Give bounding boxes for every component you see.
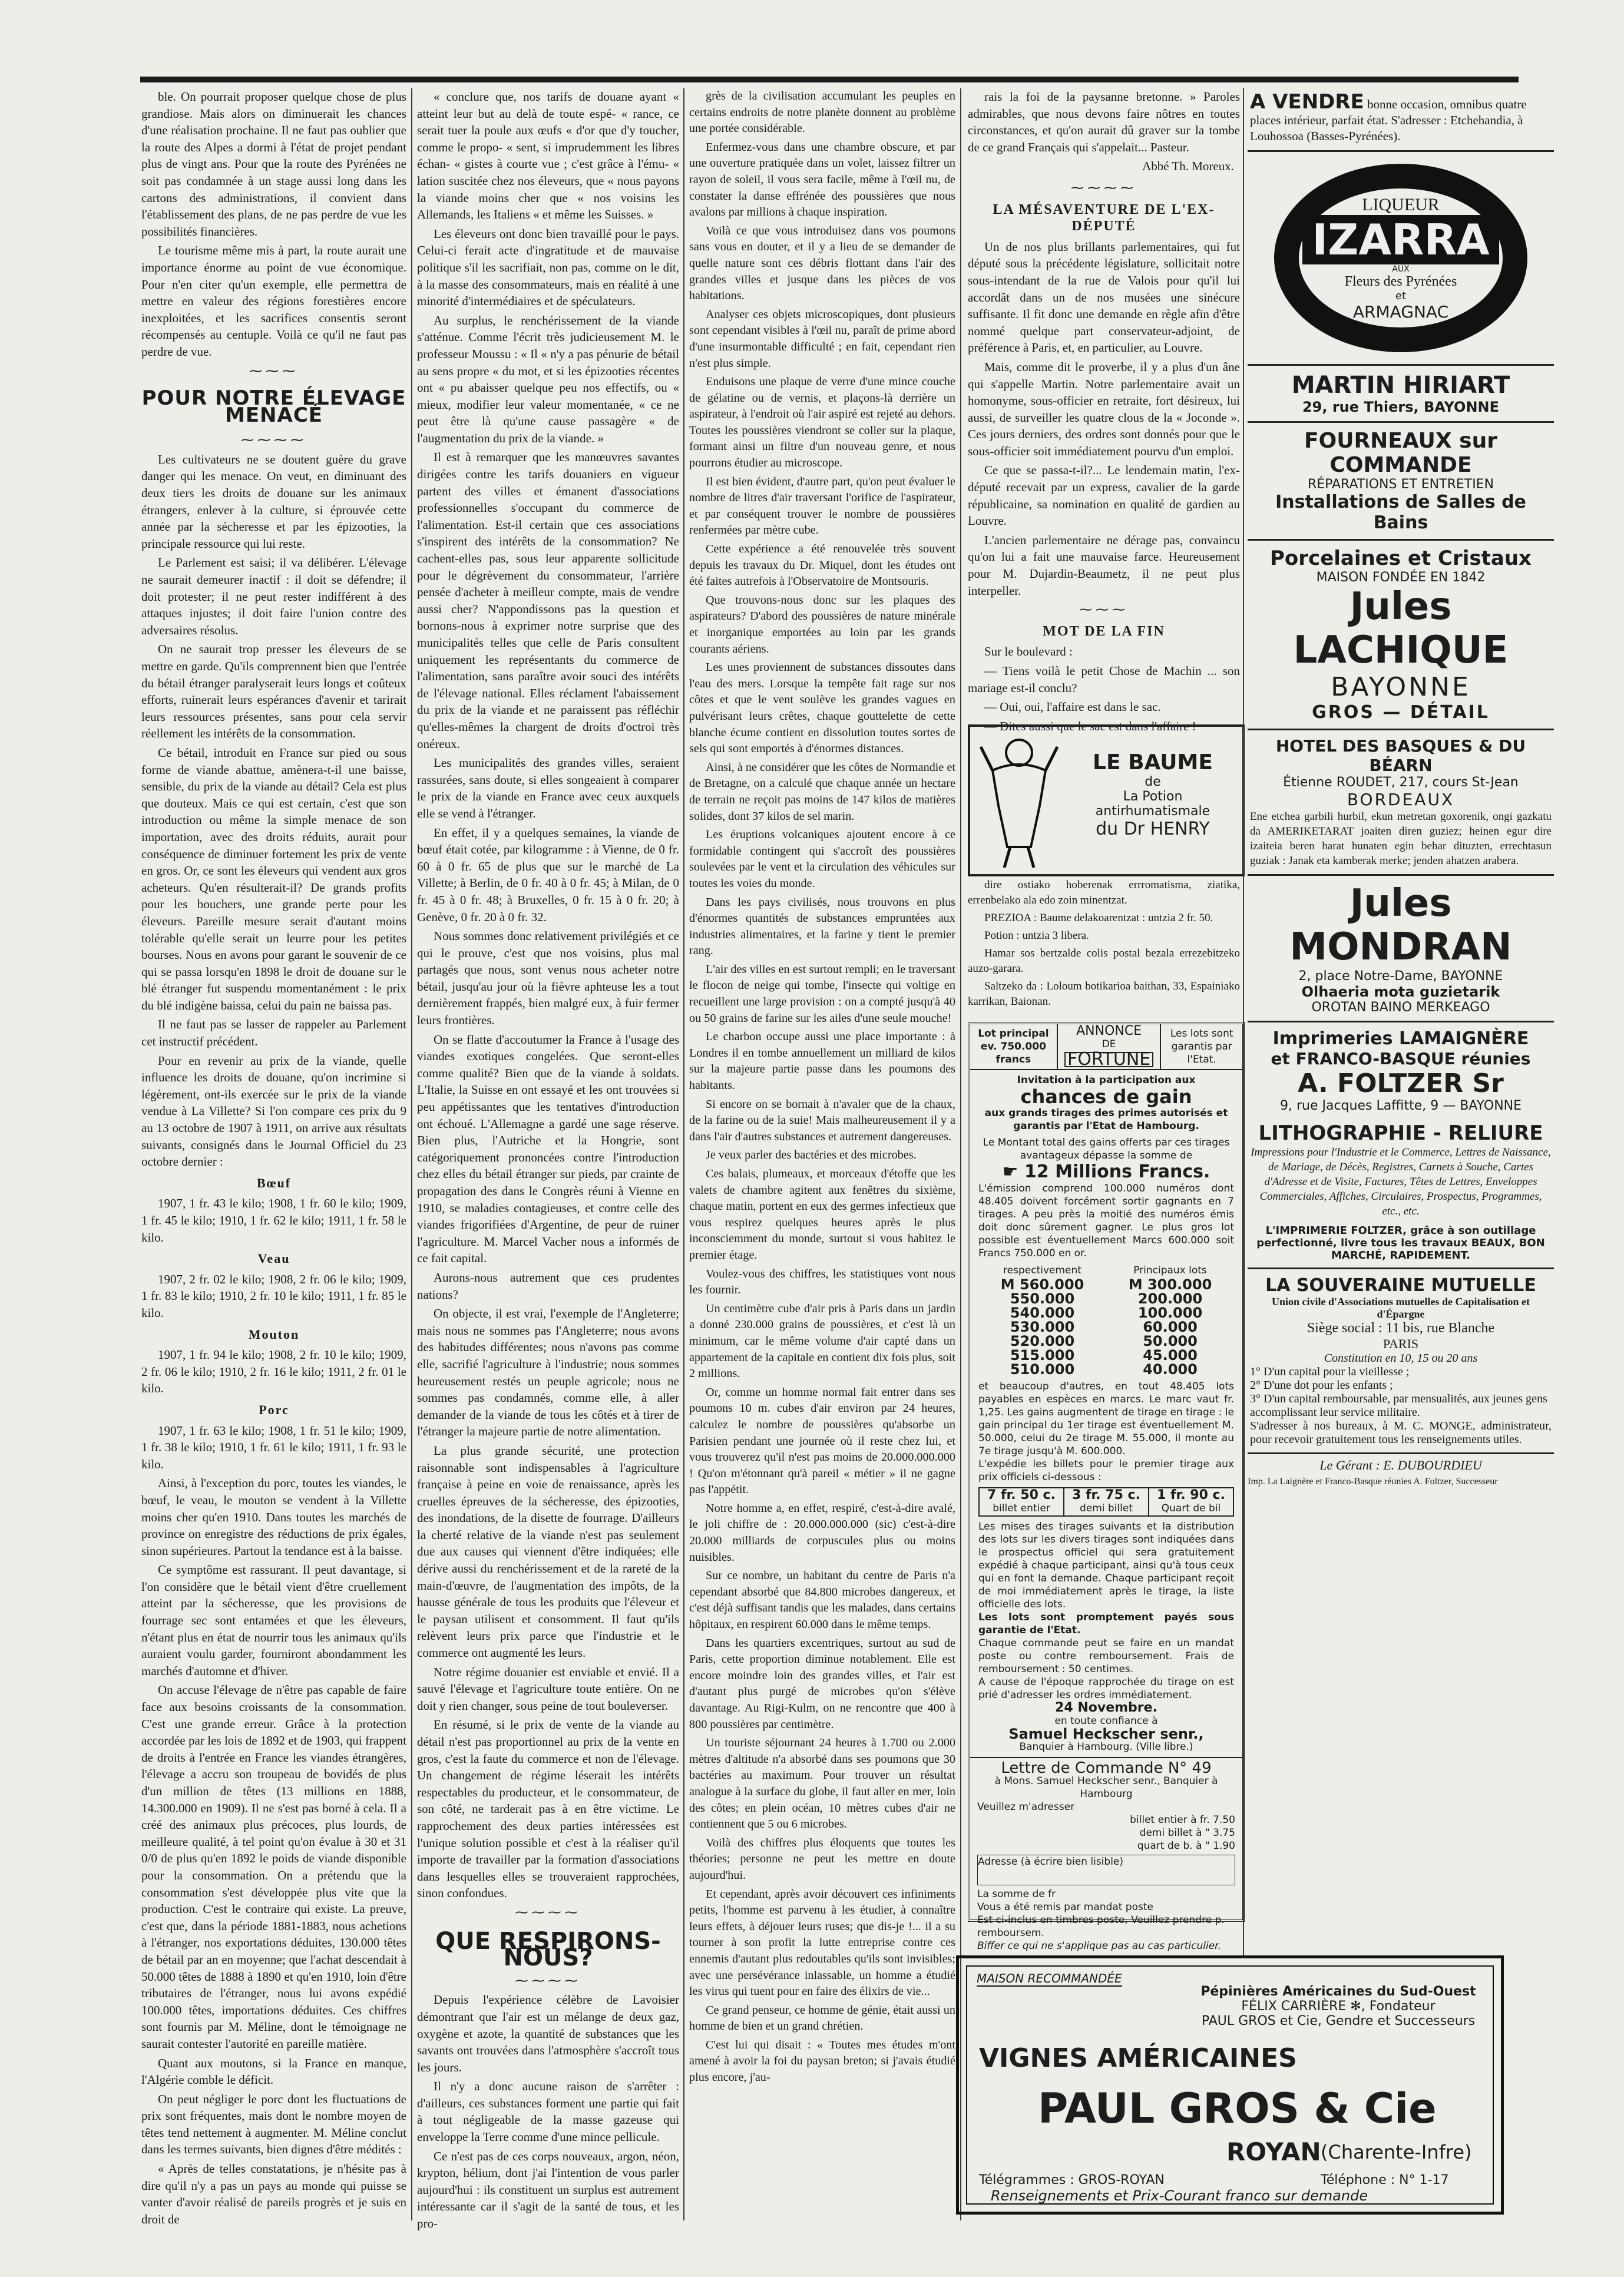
paragraph: Le Parlement est saisi; il va délibérer. L'élevage ne saurait demeurer inactif : il doit se défendre; il doit protester; il ne peut rester indifférent à des attaques injustes; il doit faire l'union contre des adversaires résolus. — [141, 555, 406, 637]
lot-right: 50.000 — [1143, 1333, 1198, 1349]
porcelaines: Porcelaines et Cristaux — [1270, 547, 1532, 570]
izarra-name: IZARRA — [1302, 215, 1499, 264]
paragraph: On objecte, il est vrai, l'exemple de l'Angleterre; mais nous ne sommes pas l'Angleterre; nous avons des habitudes différentes; nous n'avons pas comme elle, sacrifié l'agriculture à l'industrie; nous sommes heureusement restés un peuple agricole; nous ne sommes pas condamnés, comme elle, à aller demander de la viande de tous les côtés et à tirer de l'étranger la majeure partie de notre alimentation. — [417, 1306, 679, 1439]
paragraph: Voilà ce que vous introduisez dans vos poumons sans vous en douter, et il y a lieu de se demander de quelle nature sont ces débris flottant dans l'air des grandes villes et jusque dans les pièces de vos habitations. — [689, 224, 955, 303]
ornament: ⁓⁓⁓⁓ — [241, 432, 307, 448]
lachique-ad — [1248, 541, 1554, 730]
order-remit: Vous a été remis par mandat poste — [977, 1901, 1153, 1913]
paragraph: L'air des villes en est surtout rempli; en le traversant le flocon de neige qui tombe, l'insecte qui voltige en recueillent une large provision : on a compté jusqu'à 40 ou 50 grains de farine sur les ailes d'une seule mouche! — [689, 962, 955, 1025]
paragraph: On ne saurait trop presser les éleveurs de se mettre en garde. Qu'ils comprennent bien que l'entrée du bétail étranger paralyserait leurs longs et coûteux efforts, ruinerait leurs espérances d'avenir et tarirait leurs ressources présentes, sans pour cela servir réellement les intérêts de la consommation. — [141, 642, 406, 741]
mondran-olhaeria: Olhaeria mota guzietarik — [1301, 984, 1500, 1000]
price-label: Bœuf — [256, 1175, 292, 1190]
litho-text: Impressions pour l'Industrie et le Commerce, Lettres de Naissance, de Mariage, de Décès, Registres, Carnets à Souche, Cartes d'Adresse et de Visite, Factures, Têtes de Lettres, Enveloppes Commerciales, Affiches, Circulaires, Prospectus, Programmes, etc., etc. — [1251, 1146, 1551, 1217]
paragraph: Ce bétail, introduit en France sur pied ou sous forme de viande abattue, amènera-t-il une baisse, sensible, du prix de la viande au détail? Cela est plus que douteux. Mais ce qui est certain, c'est que son introduction ou même la simple menace de son importation, avec des droits réduits, aurait pour conséquence de diminuer fortement les prix de vente en gros. Or, ce sont les éleveurs qui vendent aux gros acheteurs. Qu'en résulterait-il? De grands profits pour les bouchers, une grande perte pour les éleveurs. Pareille mesure serait d'autant moins tolérable qu'elle serait un leurre pour les petites bourses. Nous en avons pour garant le souvenir de ce qui se passa lorsqu'en 1898 le droit de douane sur le blé étranger fut suspendu momentanément : le prix du blé indigène baissa, celui du pain ne baissa pas. — [141, 745, 406, 1012]
paragraph: Ce symptôme est rassurant. Il peut davantage, si l'on considère que le bétail vient d'être cruellement atteint par la sécheresse, que les provisions de fourrage sec sont entamées et que les éleveurs, n'étant plus en état de nourrir tous les animaux qu'ils auraient voulu garder, fourniront abondamment les marchés d'automne et d'hiver. — [141, 1563, 406, 1678]
paragraph: Cette expérience a été renouvelée très souvent depuis les travaux du Dr. Miquel, dont les études ont été faites autrefois à l'Observatoire de Montsouris. — [689, 542, 955, 588]
fortune-guarantee: Les lots sont garantis par l'Etat. — [1160, 1024, 1242, 1070]
ads-column — [1248, 88, 1554, 1487]
paragraph: ble. On pourrait proposer quelque chose de plus grandiose. Mais alors on diminuerait les chances d'une réalisation prochaine. Il ne faut pas oublier que la route des Alpes a dormi à l'état de projet pendant plus de vingt ans. Pour que la route des Pyrénées ne soit pas condamnée à un stage aussi long dans les cartons des administrations, il convient dans l'établissement des plans, de ne pas perdre de vue les possibilités financières. — [141, 90, 406, 239]
souveraine-ad — [1248, 1269, 1554, 1454]
fortune-title3: FORTUNE — [1064, 1052, 1154, 1067]
paragraph: Notre régime douanier est enviable et envié. Il a sauvé l'élevage et l'agriculture toute entière. On ne doit y rien changer, sous peine de tout bouleverser. — [417, 1664, 679, 1713]
paragraph: Il est à remarquer que les manœuvres savantes dirigées contre les tarifs douaniers en vigueur partent des villes et émanent d'associations professionnelles s'occupant du commerce de l'alimentation. Est-il certain que ces associations s'inspirent des intérêts de la consommation? Ne cachent-elles pas, sous leur apparente sollicitude pour le dégrèvement du consommateur, l'arrière pensée d'acheter à meilleur compte, mais de vendre aussi cher? N'appondissons pas la question et bornons-nous à exprimer notre surprise que des municipalités telles que celle de Paris consultent uniquement les représentants du commerce de l'alimentation, sans paraître avoir souci des intérêts de l'élevage national. Elles réclament l'abaissement du prix de la viande et ne paraissent pas réfléchir qu'elles-mêmes la chargent de droits d'octroi très onéreux. — [417, 450, 679, 751]
souveraine-paris: PARIS — [1382, 1336, 1419, 1351]
fortune-ad — [968, 1022, 1245, 1952]
ornament: ⁓⁓⁓ — [1079, 602, 1129, 617]
fortune-invite: Invitation à la participation aux — [1017, 1074, 1196, 1086]
paragraph: Il n'y a donc aucune raison de s'arrêter : d'ailleurs, ces substances forment une partie qui fait à tout négligeable de la masse gazeuse qui enveloppe la Terre comme d'une mince pellicule. — [417, 2079, 679, 2144]
imprimeries-2: et FRANCO-BASQUE réunies — [1271, 1049, 1531, 1068]
telephone: Téléphone : N° 1-17 — [1321, 2173, 1449, 2187]
souveraine-list-1: 1° D'un capital pour la vieillesse ; — [1250, 1365, 1410, 1378]
fortune-p2: L'émission comprend 100.000 numéros dont 48.405 doivent forcément sortir gagnants en 7 tirages. A peu près la moitié des numéros émis doit donc sûrement gagner. Le plus gros lot possible est éventuellement Marcs 600.000 soit Francs 750.000 en or. — [978, 1183, 1234, 1259]
paragraph: Si encore on se bornait à n'avaler que de la chaux, de la farine ou de la suie! Mais malheureusement il y a dans l'air d'autres substances et autrement dangereuses. — [689, 1097, 955, 1143]
paragraph: Voilà des chiffres plus éloquents que toutes les théories; personne ne peut les mettre en doute aujourd'hui. — [689, 1836, 955, 1882]
fortune-p8: A cause de l'époque rapprochée du tirage on est prié d'adresser les ordres immédiatement. — [978, 1676, 1234, 1701]
fourneaux-ad — [1248, 423, 1554, 541]
paragraph: Depuis l'expérience célèbre de Lavoisier démontrant que l'air est un mélange de deux gaz, oxygène et azote, la quantité de substances que les savants ont trouvées dans l'atmosphère s'accroît tous les jours. — [417, 1993, 679, 2074]
paragraph: Nous sommes donc relativement privilégiés et ce qui le prouve, c'est que nos voisins, plus mal partagés que nous, sont venus nous acheter notre bétail, jusqu'au jour où la fièvre aphteuse les a tout dernièrement frappés, bien malgré eux, à fuir fermer leurs frontières. — [417, 929, 679, 1028]
izarra-armagnac: ARMAGNAC — [1352, 302, 1449, 322]
column-rule — [683, 88, 684, 2220]
price-label: demi billet — [1079, 1502, 1133, 1514]
paragraph: — Dites aussi que le sac est dans l'affaire ! — [984, 719, 1196, 733]
column-1 — [141, 88, 406, 2226]
lot-left: 515.000 — [1010, 1347, 1075, 1363]
lot-right: 200.000 — [1137, 1290, 1203, 1307]
maison-recommandee: MAISON RECOMMANDÉE — [977, 1971, 1122, 1985]
hiriart-ad — [1248, 366, 1554, 423]
vendre-title: A VENDRE — [1250, 90, 1364, 114]
paragraph: Ainsi, à l'exception du porc, toutes les viandes, le bœuf, le veau, le mouton se vendent à la Villette moins cher qu'en 1910. Dans toutes les marchés de province on enregistre des réductions de prix égales, sinon supérieures. Partout la tendance est à la baisse. — [141, 1476, 406, 1558]
baume-text — [968, 878, 1240, 1019]
paragraph: Les cultivateurs ne se doutent guère du grave danger qui les menace. On veut, en diminuant des deux tiers les droits de douane sur les animaux étrangers, enlever à la culture, si éprouvée cette année par la sécheresse et par les épizooties, la principale ressource qui lui reste. — [141, 452, 406, 551]
paragraph: On se flatte d'accoutumer la France à l'usage des viandes exotiques congelées. Que seront-elles comme qualité? Bien que de la viande à soldats. L'Italie, la Suisse en ont essayé et les ont trouvées si peu appétissantes que les tentatives d'introduction ont échoué. L'Allemagne a gardé une sage réserve. Bien plus, l'Autriche et la Hongrie, sont catégoriquement prononcées contre l'introduction chez elles du bétail étranger sur pieds, par crainte de propagation des dans le Congrès réuni à Vienne en 1910, se maladies contagieuses, et contre celle des viandes frigorifiées d'Argentine, de peur de ruiner l'agriculture. M. Marcel Vacher nous a informés de ce fait capital. — [417, 1032, 679, 1266]
lot-right: 45.000 — [1143, 1347, 1198, 1363]
paragraph: Enduisons une plaque de verre d'une mince couche de gélatine ou de vernis, et plaçons-là derrière un aspirateur, à l'endroit où l'air aspiré est rejeté au dehors. Toutes les poussières viendront se coller sur la plaque, formant ainsi un filtre d'un nouveau genre, et nous pourrons étudier au microscope. — [689, 375, 955, 470]
order-address: à Mons. Samuel Heckscher senr., Banquier à Hambourg — [994, 1775, 1218, 1800]
souveraine-list-2: 2° D'une dot pour les enfants ; — [1250, 1379, 1393, 1392]
baume-potion: La Potion antirhumatismale — [1095, 789, 1210, 819]
ornament: ⁓⁓⁓⁓ — [515, 1972, 581, 1988]
paragraph: Or, comme un homme normal fait entrer dans ses poumons 10 m. cubes d'air environ par 24 heures, calculez le nombre de poussières qu'absorbe un Parisien pendant une journée où il reste chez lui, et vous trouverez qu'il n'est pas moins de 20.000.000.000 ! Qu'on m'étonnant qu'à pareil « métier » il ne gagne pas l'appétit. — [689, 1385, 955, 1497]
paragraph: Hamar sos bertzalde colis postal bezala errezebitzeko auzo-garara. — [968, 947, 1240, 975]
paragraph: Les éruptions volcaniques ajoutent encore à ce formidable contingent qui s'accroît des poussières soulevées par le vent et la circulation des véhicules sur toutes les voies du monde. — [689, 828, 955, 890]
paragraph: Le charbon occupe aussi une place importante : à Londres il en tombe annuellement un milliard de kilos sur la majeure partie passe dans les poumons des habitants. — [689, 1030, 955, 1093]
fortune-title1: ANNONCE — [1076, 1024, 1142, 1038]
paragraph: Dans les pays civilisés, nous trouvons en plus d'énormes quantités de substances empruntées aux industries alimentaires, et la farine y tient le premier rang. — [689, 895, 955, 958]
paragraph: Sur le boulevard : — [984, 644, 1073, 659]
maison-fondee: MAISON FONDÉE EN 1842 — [1316, 570, 1486, 585]
mondran-orotan: OROTAN BAINO MERKEAGO — [1311, 1000, 1490, 1015]
lot-left: 530.000 — [1010, 1319, 1075, 1335]
mondran-ad — [1248, 876, 1554, 1022]
fourneaux-repair: RÉPARATIONS ET ENTRETIEN — [1307, 477, 1494, 492]
article-title: LA MÉSAVENTURE DE L'EX-DÉPUTÉ — [993, 201, 1215, 234]
lot-row — [978, 1306, 1234, 1320]
price-label: billet entier — [993, 1502, 1050, 1514]
lot-row — [978, 1348, 1234, 1362]
price-demi-billet: 3 fr. 75 c. — [1072, 1488, 1140, 1502]
paragraph: La plus grande sécurité, une protection raisonnable sont indispensables à l'agriculture française à peine en voie de renaissance, après les cruelles épreuves de la sécheresse, des épizooties, des inondations, de la disette de fourrage. D'ailleurs la cherté relative de la viande n'est pas seulement due aux causes qui viennent d'être indiquées; elle dérive aussi du renchérissement et de la rareté de la main-d'œuvre, de l'augmentation des impôts, de la hausse générale de tous les produits que l'éleveur et le paysan utilisent et consomment. Il faut qu'ils relèvent leurs prix parce que l'industrie et le commerce ont augmenté les leurs. — [417, 1443, 679, 1660]
fortune-millions: 12 Millions Francs. — [1024, 1161, 1210, 1182]
hotel-ad — [1248, 730, 1554, 876]
vendre-text: bonne occasion, omnibus quatre places intérieur, parfait état. S'adresser : Etchehandia, à Louhossoa (Basses-Pyrénées). — [1250, 97, 1527, 143]
amount-field[interactable]: La somme de fr — [977, 1888, 1056, 1900]
izarra-liqueur: LIQUEUR — [1362, 194, 1440, 214]
imprimeries: Imprimeries LAMAIGNÈRE — [1272, 1028, 1529, 1049]
column-rule — [411, 88, 412, 2220]
royan: ROYAN — [1226, 2137, 1321, 2166]
fortune-p6: Les lots sont promptement payés sous garantie de l'Etat. — [978, 1611, 1234, 1636]
price-line: 1907, 1 fr. 63 le kilo; 1908, 1 fr. 51 le kilo; 1909, 1 fr. 38 le kilo; 1910, 1 fr. 61 le kilo; 1911, 1 fr. 93 le kilo. — [141, 1423, 406, 1471]
lot-row — [978, 1277, 1234, 1292]
fortune-p3: et beaucoup d'autres, en tout 48.405 lots payables en espèces en marcs. Le marc vaut fr. 1,25. Les gains augmentent de tirage en tirage : le gain principal du 1er tirage est éventuellement M. 50.000, celui du 2e tirage M. 55.000, il monte au 7e tirage jusqu'à M. 600.000. — [978, 1381, 1234, 1457]
order-biffer: Biffer ce qui ne s'applique pas au cas particulier. — [977, 1940, 1221, 1952]
lot-left: 520.000 — [1010, 1333, 1075, 1349]
order-line: demi billet à " 3.75 — [1139, 1827, 1235, 1839]
foltzer-address: 9, rue Jacques Laffitte, 9 — BAYONNE — [1279, 1098, 1522, 1113]
order-form[interactable] — [970, 1757, 1242, 1956]
paragraph: L'ancien parlementaire ne dérage pas, convaincu qu'on lui a fait une mauvaise farce. Heureusement pour M. Dujardin-Beaumetz, il ne peut plus interpeller. — [968, 532, 1240, 598]
paragraph: Dans les quartiers excentriques, surtout au sud de Paris, cette proportion diminue notablement. Elle est encore moindre loin des grandes villes, et l'air est d'autant plus purgé de microbes qu'on s'élève davantage. Au Rigi-Kulm, on ne rencontre que 400 à 800 poussières par centimètre. — [689, 1636, 955, 1731]
top-rule — [140, 77, 1519, 82]
paragraph: rais la foi de la paysanne bretonne. » Paroles admirables, que nous devons faire nôtres en toutes circonstances, et qu'on aurait dû graver sur la tombe de ce grand Français qui s'appelait... Pasteur. — [968, 90, 1240, 154]
price-label: Mouton — [248, 1326, 300, 1342]
paragraph: Un centimètre cube d'air pris à Paris dans un jardin a donné 230.000 grains de poussières, et c'est là un minimum, car le même volume d'air capté dans un appartement de la capitale en contient dix fois plus, soit 2 millions. — [689, 1302, 955, 1381]
gerant: Le Gérant : E. DUBOURDIEU — [1319, 1458, 1482, 1472]
izarra-aux: AUX — [1392, 264, 1410, 274]
paragraph: Ces balais, plumeaux, et morceaux d'étoffe que les valets de chambre agitent aux fenêtres du sixième, chaque matin, portent en eux des germes infectieux que vous respirez quelques heures après le plus inconsciemment du monde, surtout si vous habitez le premier étage. — [689, 1167, 955, 1262]
paragraph: Ainsi, à ne considérer que les côtes de Normandie et de Bretagne, on a calculé que chaque année un hectare de terrain ne reçoit pas moins de 147 kilos de matières solides, dont 37 kilos de sel marin. — [689, 760, 955, 823]
souveraine-constitution: Constitution en 10, 15 ou 20 ans — [1324, 1352, 1478, 1365]
lot-right: 100.000 — [1137, 1305, 1203, 1321]
fortune-p1: Le Montant total des gains offerts par ces tirages avantageux dépasse la somme de — [983, 1137, 1230, 1161]
paragraph: Je veux parler des bactéries et des microbes. — [706, 1149, 917, 1162]
renseignements: Renseignements et Prix-Courant franco sur demande — [991, 2187, 1368, 2204]
foltzer-name: A. FOLTZER Sr — [1298, 1068, 1504, 1098]
paul-gros: PAUL GROS & Cie — [1038, 2084, 1437, 2133]
fortune-date: 24 Novembre. — [1055, 1700, 1157, 1715]
baume-ad — [968, 724, 1245, 876]
article-title: POUR NOTRE ÉLEVAGE MENACÉ — [141, 386, 406, 427]
fortune-col-left: respectivement — [1003, 1265, 1081, 1276]
hotel-name: HOTEL DES BASQUES & DU BÉARN — [1275, 736, 1526, 775]
fortune-sub: aux grands tirages des primes autorisés et garantis par l'Etat de Hambourg. — [984, 1107, 1228, 1132]
column-4 — [968, 88, 1240, 733]
izarra-logo — [1274, 164, 1527, 352]
imprint: Imp. La Laignère et Franco-Basque réunies A. Foltzer, Successeur — [1248, 1477, 1498, 1487]
column-rule — [960, 88, 961, 2220]
foltzer-ad — [1248, 1022, 1554, 1269]
paragraph: Quant aux moutons, si la France en manque, l'Algérie comble le déficit. — [141, 2056, 406, 2087]
souveraine-title: LA SOUVERAINE MUTUELLE — [1265, 1275, 1536, 1296]
rheumatic-figure-illustration — [975, 729, 1063, 871]
paragraph: Pour en revenir au prix de la viande, quelle influence les droits de douane, qu'on incrimine si légèrement, ont-ils exercée sur le prix de la viande vendue à La Villette? Si l'on compare ces prix du 9 au 13 octobre de 1907 à 1911, on arrive aux résultats suivants, consignés dans le Journal Officiel du 23 octobre dernier : — [141, 1053, 406, 1169]
paragraph: Les municipalités des grandes villes, seraient rassurées, sans doute, si elles songeaient à comparer le prix de la viande en France avec ceux auxquels elle se vend à l'étranger. — [417, 756, 679, 820]
paragraph: Potion : untzia 3 libera. — [984, 929, 1089, 942]
litho-title: LITHOGRAPHIE - RELIURE — [1258, 1121, 1543, 1145]
baume-title: LE BAUME — [1093, 750, 1213, 775]
paragraph: — Tiens voilà le petit Chose de Machin ... son mariage est-il conclu? — [968, 664, 1240, 695]
lot-left: 550.000 — [1010, 1290, 1075, 1307]
hotel-city: BORDEAUX — [1347, 790, 1455, 809]
price-line: 1907, 1 fr. 43 le kilo; 1908, 1 fr. 60 le kilo; 1909, 1 fr. 45 le kilo; 1910, 1 fr. 62 le kilo; 1911, 1 fr. 58 le kilo. — [141, 1196, 406, 1245]
souveraine-text: S'adresser à nos bureaux, à M. C. MONGE, administrateur, pour recevoir gratuitement tous les renseignements utiles. — [1250, 1419, 1552, 1446]
lot-left: 510.000 — [1010, 1361, 1075, 1378]
ornament: ⁓⁓⁓⁓ — [1071, 180, 1137, 195]
paragraph: « Après de telles constatations, je n'hésite pas à dire qu'il n'y a pas un pays au monde qui puisse se vanter d'avoir réalisé de pareils progrès et je suis en droit de — [141, 2162, 406, 2226]
souveraine-union: Union civile d'Associations mutuelles de Capitalisation et d'Épargne — [1271, 1296, 1530, 1320]
signature: Abbé Th. Moreux. — [1142, 159, 1234, 174]
paragraph: Un de nos plus brillants parlementaires, qui fut député sous la précédente législature, sollicitait notre sous-intendant de la rue de Valois pour qu'il lui accordât dans un de nos musées une sinécure suffisante. Il fit donc une demande en règle afin d'être nommé quelque part conservateur-adjoint, de préférence à Paris, et, en particulier, au Louvre. — [968, 239, 1240, 355]
fortune-p5: Les mises des tirages suivants et la distribution des lots sur les divers tirages sont indiquées dans le prospectus officiel qui sera gratuitement expédié à chaque participant, ainsi qu'à tous ceux qui en font la demande. Chaque participant reçoit de moi immédiatement après le tirage, la liste officielle des lots. — [978, 1521, 1234, 1610]
baume-de: de — [1145, 775, 1161, 789]
fortune-banker: Samuel Heckscher senr., — [1008, 1726, 1204, 1742]
fourneaux-salles: Installations de Salles de Bains — [1275, 492, 1526, 533]
vendre-ad — [1248, 88, 1554, 152]
paragraph: Saltzeko da : Loloum botikarioa baithan, 33, Espainiako karrikan, Baionan. — [968, 980, 1240, 1008]
fortune-lot: Lot principal ev. 750.000 francs — [970, 1024, 1057, 1070]
paragraph: Et cependant, après avoir découvert ces infiniments petits, l'homme est parvenu à les étudier, à connaître leurs effets, à déjouer leurs ruses; que dis-je !... il a su tourner à son profit la lutte entreprise contre ces ennemis d'autant plus redoutables qu'ils sont invisibles; avec une persévérance inlassable, un homme a étudié les virus qui tuent pour en faire des élixirs de vie... — [689, 1887, 955, 1998]
address-field[interactable]: Adresse (à écrire bien lisible) — [977, 1855, 1235, 1885]
paragraph: Ce que se passa-t-il?... Le lendemain matin, l'ex-député recevait par un express, cavalier de la garde républicaine, sa nomination en qualité de gardien au Louvre. — [968, 463, 1240, 528]
lot-row — [978, 1334, 1234, 1348]
fortune-p7: Chaque commande peut se faire en un mandat poste ou contre remboursement. Frais de remboursement : 50 centimes. — [978, 1637, 1234, 1675]
souveraine-siege: Siège social : 11 bis, rue Blanche — [1307, 1320, 1495, 1336]
paragraph: Les unes proviennent de substances dissoutes dans l'eau des mers. Lorsque la tempête fait rage sur nos côtes et que le vent soulève les grandes vagues en pulvérisant leurs crêtes, chaque gouttelette de cette blanche écume contient en dissolution toutes sortes de sels qui sont emportés à d'énormes distances. — [689, 661, 955, 756]
mondran-address: 2, place Notre-Dame, BAYONNE — [1298, 969, 1503, 984]
fortune-title2: DE — [1102, 1038, 1116, 1050]
paragraph: C'est lui qui disait : « Toutes mes études m'ont amené à avoir la foi du paysan breton; si j'avais étudié plus encore, j'au- — [689, 2038, 955, 2084]
paragraph: En effet, il y a quelques semaines, la viande de bœuf était cotée, par kilogramme : à Vienne, de 0 fr. 60 à 0 fr. 65 de plus que sur le marché de La Villette; à Berlin, de 0 fr. 40 à 0 fr. 45; à Milan, de 0 fr. 45 à 0 fr. 48; à Bruxelles, 0 fr. 15 à 0 fr. 20; à Genève, 0 fr. 20 à 0 fr. 32. — [417, 825, 679, 924]
order-line: Veuillez m'adresser — [977, 1801, 1075, 1813]
fortune-col-right: Principaux lots — [1133, 1265, 1207, 1276]
paragraph: En résumé, si le prix de vente de la viande au détail n'est pas proportionnel au prix de la vente en gros, c'est la faute du commerce et non de l'élevage. Un changement de régime léserait les intérêts respectables du producteur, et le consommateur, de son côté, ne tarderait pas à en être victime. Le rapprochement des deux parties intéressées est l'unique solution possible et c'est à la réaliser qu'il importe de travailler par la formation d'associations dans lesquelles elles se trouveraient rapprochées, sinon confondues. — [417, 1717, 679, 1901]
price-label: Porc — [259, 1402, 289, 1417]
paragraph: Analyser ces objets microscopiques, dont plusieurs sont cependant visibles à l'œil nu, paraît de prime abord d'une insurmontable difficulté ; en fait, cependant rien n'est plus simple. — [689, 307, 955, 370]
price-label: Veau — [257, 1251, 290, 1266]
price-billet-entier: 7 fr. 50 c. — [987, 1488, 1056, 1502]
paragraph: Sur ce nombre, un habitant du centre de Paris n'a cependant absorbé que 84.800 microbes dangereux, et c'est déjà suffisant tandis que les malades, dans certains hôpitaux, en respirent 60.000 dans le même temps. — [689, 1569, 955, 1631]
paragraph: PREZIOA : Baume delakoarentzat : untzia 2 fr. 50. — [984, 912, 1213, 924]
lachique-name: Jules LACHIQUE — [1293, 585, 1509, 672]
gros-ad — [956, 1955, 1504, 2215]
telegrammes: Télégrammes : GROS-ROYAN — [979, 2173, 1165, 2187]
ornament: ⁓⁓⁓⁓ — [515, 1904, 581, 1919]
hiriart-name: MARTIN HIRIART — [1291, 372, 1510, 399]
paragraph: Il est bien évident, d'autre part, qu'on peut évaluer le nombre de litres d'air traversant l'orifice de l'aspirateur, et par conséquent trouver le nombre de poussières renfermées par mètre cube. — [689, 475, 955, 537]
price-quart-billet: 1 fr. 90 c. — [1157, 1488, 1225, 1502]
paragraph: Au surplus, le renchérissement de la viande s'atténue. Comme l'écrit très judicieusement M. le professeur Moussu : « Il « n'y a pas pénurie de bétail au sens propre « du mot, et si les épizooties récentes ont « pu abaisser quelque peu nos effectifs, ou « mieux, modifier leur valeur momentanée, « ce ne peut être là qu'une cause passagère « de l'augmentation du prix de la viande. » — [417, 313, 679, 445]
paragraph: — Oui, oui, l'affaire est dans le sac. — [984, 700, 1161, 714]
paragraph: Les éleveurs ont donc bien travaillé pour le pays. Celui-ci ferait acte d'ingratitude et de mauvaise politique s'il les sacrifiait, non pas, comme on le dit, à la masse des consommateurs, mais en réalité à une minorité d'intermédiaires et de spéculateurs. — [417, 226, 679, 309]
lot-left: M 560.000 — [1000, 1276, 1084, 1293]
paragraph: On accuse l'élevage de n'être pas capable de faire face aux besoins croissants de la consommation. C'est une grande erreur. Grâce à la protection accordée par les lois de 1892 et de 1903, qui frappent de droits à l'entrée en France les viandes étrangères, l'élevage a accru son troupeau de bovidés de plus d'un million de têtes (13 millions en 1888, 14.300.000 en 1909). Il ne s'est pas borné à cela. Il a créé des animaux plus précoces, plus lourds, de meilleure qualité, à tel point qu'on évalue à 30 et 31 0/0 de plus qu'en 1892 le poids de viande disponible pour la consommation. On a prétendu que la consommation s'est développée plus vite que la production. C'est le contraire qui existe. La preuve, c'est que, dans la période 1881-1883, nous achetions à l'étranger, nos exportations déduites, 130.000 têtes de bétail par an en moyenne; que l'achat descendait à 50.000 têtes de 1888 à 1890 et qu'en 1910, loin d'être tributaires de l'étranger, nous lui avons expédié 100.000 têtes, importations déduites. Ces chiffres sont fournis par M. Méline, dont le témoignage ne saurait contester l'autorité en pareille matière. — [141, 1683, 406, 2051]
article-title: QUE RESPIRONS-NOUS? — [435, 1927, 661, 1972]
lot-right: M 300.000 — [1128, 1276, 1212, 1293]
column-2 — [417, 88, 679, 2231]
order-line: quart de b. à " 1.90 — [1137, 1840, 1235, 1852]
paragraph: Il ne faut pas se lasser de rappeler au Parlement cet instructif précédent. — [141, 1017, 406, 1049]
charente: (Charente-Infre) — [1321, 2141, 1472, 2163]
article-title: MOT DE LA FIN — [1043, 623, 1165, 639]
paragraph: grès de la civilisation accumulant les peuples en certains endroits de notre planète donnent au problème une portée considérable. — [689, 90, 955, 135]
hotel-owner: Étienne ROUDET, 217, cours St-Jean — [1283, 775, 1519, 790]
izarra-ad — [1248, 152, 1554, 366]
gros-ad-inner — [966, 1965, 1494, 2205]
izarra-fleurs: Fleurs des Pyrénées — [1344, 273, 1457, 289]
column-3 — [689, 88, 955, 2220]
paragraph: Le tourisme même mis à part, la route aurait une importance énorme au point de vue économique. Pour n'en citer qu'un exemple, elle permettra de mettre en valeur des régions forestières encore inexploitées, et les sacrifices consentis seront récompensés au centuple. Voilà ce qu'il ne faut pas perdre de vue. — [141, 243, 406, 359]
fourneaux-title: FOURNEAUX sur COMMANDE — [1304, 429, 1497, 477]
souveraine-list-3: 3° D'un capital remboursable, par mensualités, aux jeunes gens accomplissant leur service militaire. — [1250, 1392, 1547, 1419]
order-line: billet entier à fr. 7.50 — [1130, 1814, 1235, 1826]
outillage: L'IMPRIMERIE FOLTZER, grâce à son outillage perfectionné, livre tous les travaux BEAUX, BON MARCHÉ, RAPIDEMENT. — [1256, 1224, 1545, 1262]
paragraph: Que trouvons-nous donc sur les plaques des aspirateurs? D'abord des poussières de nature minérale et inorganique emportées au loin par les grands courants aériens. — [689, 593, 955, 656]
lot-left: 540.000 — [1010, 1305, 1075, 1321]
paragraph: Voulez-vous des chiffres, les statistiques vont nous les fournir. — [689, 1267, 955, 1297]
paragraph: Mais, comme dit le proverbe, il y a plus d'un âne qui s'appelle Martin. Notre parlementaire avait un homonyme, sous-officier en retraite, fort désireux, lui aussi, de surveiller les quatre clous de la « Joconde ». Ces jours derniers, des ordres sont donnés pour que le sous-officier soit immédiatement pourvu d'un emploi. — [968, 359, 1240, 458]
column-rule — [1243, 88, 1244, 1955]
lot-row — [978, 1362, 1234, 1376]
order-title: Lettre de Commande N° 49 — [1001, 1759, 1212, 1777]
hotel-text: Ene etchea garbili hurbil, ekun metretan goxorenik, ongi gazkatu da AMERIKETARAT joaiten diren guziez; heinen egur dire izaiteia beren harat hunaten egin behar dituzten, errechtasun guziak : Janak eta kamberak merke; jenden ahatzen arabera. — [1250, 810, 1552, 867]
fortune-bank2: Banquier à Hambourg. (Ville libre.) — [1019, 1741, 1193, 1753]
lot-row — [978, 1320, 1234, 1334]
gros-detail: GROS — DÉTAIL — [1312, 702, 1490, 723]
fortune-p9: en toute confiance à — [1054, 1715, 1158, 1727]
paragraph: « conclure que, nos tarifs de douane ayant « atteint leur but au delà de toute espé- « rance, ce serait tuer la poule aux œufs « d'or que d'y toucher, comme le propo- « sent, si imprudemment les libres échan- « gistes à courte vue ; c'est grâce à l'ému- « lation suscitée chez nos éleveurs, que « nous payons la viande moins cher que « nos voisins les Allemands, les Italiens « et même les Suisses. » — [417, 90, 679, 222]
paul-successeurs: PAUL GROS et Cie, Gendre et Successeurs — [1201, 2014, 1476, 2028]
hand-pointer-icon: ☛ — [1002, 1161, 1024, 1182]
lot-row — [978, 1292, 1234, 1306]
price-line: 1907, 2 fr. 02 le kilo; 1908, 2 fr. 06 le kilo; 1909, 1 fr. 83 le kilo; 1910, 2 fr. 10 le kilo; 1911, 1 fr. 85 le kilo. — [141, 1272, 406, 1320]
pepinieres: Pépinières Américaines du Sud-Ouest — [1200, 1984, 1476, 1999]
izarra-et: et — [1395, 289, 1407, 302]
paragraph: Aurons-nous autrement que ces prudentes nations? — [417, 1270, 679, 1302]
paragraph: Ce grand penseur, ce homme de génie, était aussi un homme de bien et un grand chrétien. — [689, 2003, 955, 2033]
lot-right: 60.000 — [1143, 1319, 1198, 1335]
paragraph: On peut négliger le porc dont les fluctuations de prix sont fréquentes, mais dont le nombre moyen de têtes tend nettement à augmenter. M. Méline conclut dans les termes suivants, bien dignes d'être médités : — [141, 2091, 406, 2157]
baume-doctor: du Dr HENRY — [1096, 819, 1210, 839]
paragraph: dire ostiako hoberenak errromatisma, ziatika, errenbelako ala edo zoin minentzat. — [968, 879, 1240, 906]
paragraph: Un touriste séjournant 24 heures à 1.700 ou 2.000 mètres d'altitude n'a absorbé dans ses poumons que 30 bactéries au maximum. Pour trouver un résultat analogue à la surface du globe, il faut aller en mer, loin des côtes; en plein océan, 10 mètres cubes d'air ne contiennent que 5 ou 6 microbes. — [689, 1736, 955, 1831]
paragraph: Ce n'est pas de ces corps nouveaux, argon, néon, krypton, hélium, dont j'ai l'intention de vous parler aujourd'hui : ils constituent un surplus est autrement intéressante car il s'agit de la santé de tous, et les pro- — [417, 2149, 679, 2231]
order-remit2: Est ci-inclus en timbres poste, Veuillez prendre p. remboursem. — [977, 1914, 1225, 1939]
ornament: ⁓⁓⁓ — [249, 363, 299, 378]
mondran-name: Jules MONDRAN — [1289, 882, 1512, 969]
vignes: VIGNES AMÉRICAINES — [979, 2043, 1297, 2073]
hiriart-address: 29, rue Thiers, BAYONNE — [1302, 399, 1500, 415]
paragraph: Notre homme a, en effet, respiré, c'est-à-dire avalé, le joli chiffre de : 20.000.000.000 (sic) c'est-à-dire 20.000 milliards de corpuscules plus ou moins nuisibles. — [689, 1501, 955, 1564]
lachique-city: BAYONNE — [1331, 672, 1471, 702]
paragraph: Enfermez-vous dans une chambre obscure, et par une ouverture pratiquée dans un volet, laissez filtrer un rayon de soleil, il vous sera facile, même à l'œil nu, de constater la danse effrénée des poussières que nous avalons par millions à chaque inspiration. — [689, 140, 955, 219]
fortune-p4: L'expédie les billets pour le premier tirage aux prix officiels ci-dessous : — [978, 1458, 1234, 1483]
price-line: 1907, 1 fr. 94 le kilo; 1908, 2 fr. 10 le kilo; 1909, 2 fr. 06 le kilo; 1910, 2 fr. 16 le kilo; 1911, 2 fr. 01 le kilo. — [141, 1348, 406, 1396]
price-label: Quart de bil — [1161, 1502, 1221, 1514]
lot-right: 40.000 — [1143, 1361, 1198, 1378]
fortune-chances: chances de gain — [1020, 1085, 1192, 1108]
felix: FÉLIX CARRIÈRE ✻, Fondateur — [1241, 1999, 1436, 2014]
